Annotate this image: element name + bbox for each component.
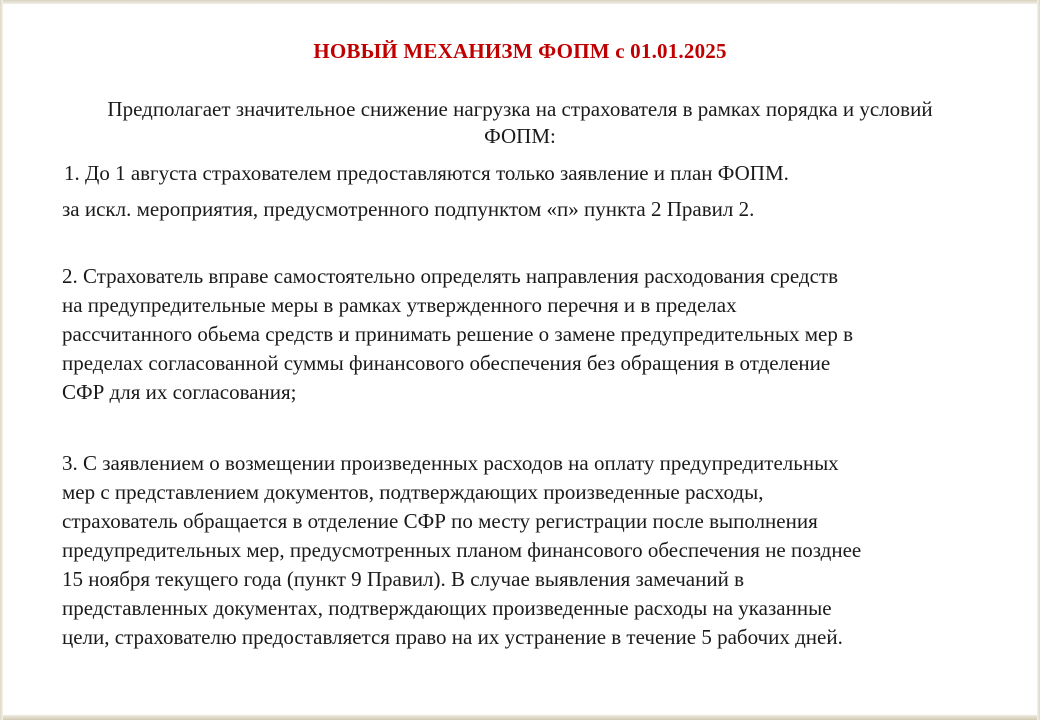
item-3-line: представленных документах, подтверждающих произведенные расходы на указанные: [62, 596, 832, 620]
item-2-paragraph: [62, 262, 992, 407]
frame-left-border: [0, 0, 3, 720]
item-3-line: мер с представлением документов, подтверждающих произведенные расходы,: [62, 480, 764, 504]
item-3-line: предупредительных мер, предусмотренных планом финансового обеспечения не позднее: [62, 538, 862, 562]
intro-paragraph: Предполагает значительное снижение нагрузка на страхователя в рамках порядка и условий ФОПМ:: [107, 97, 933, 148]
slide-title: НОВЫЙ МЕХАНИЗМ ФОПМ с 01.01.2025: [313, 39, 727, 63]
item-2-line: СФР для их согласования;: [62, 380, 297, 404]
frame-bottom-border: [0, 715, 1040, 720]
item-2-line: рассчитанного обьема средств и принимать решение о замене предупредительных мер в: [62, 322, 854, 346]
item-3-paragraph: [62, 449, 992, 652]
item-2-line: 2. Страхователь вправе самостоятельно определять направления расходования средств: [62, 264, 839, 288]
item-3-line: 3. С заявлением о возмещении произведенных расходов на оплату предупредительных: [62, 451, 839, 475]
item-1-note: за искл. мероприятия, предусмотренного подпунктом «п» пункта 2 Правил 2.: [62, 197, 755, 221]
item-3-line: 15 ноября текущего года (пункт 9 Правил). В случае выявления замечаний в: [62, 567, 744, 591]
item-3-line: цели, страхователю предоставляется право на их устранение в течение 5 рабочих дней.: [62, 625, 843, 649]
item-2-line: пределах согласованной суммы финансового обеспечения без обращения в отделение: [62, 351, 831, 375]
item-1: 1. До 1 августа страхователем предоставляются только заявление и план ФОПМ.: [64, 161, 789, 185]
frame-top-border: [0, 0, 1040, 4]
item-2-line: на предупредительные меры в рамках утвержденного перечня и в пределах: [62, 293, 737, 317]
item-3-line: страхователь обращается в отделение СФР по месту регистрации после выполнения: [62, 509, 818, 533]
